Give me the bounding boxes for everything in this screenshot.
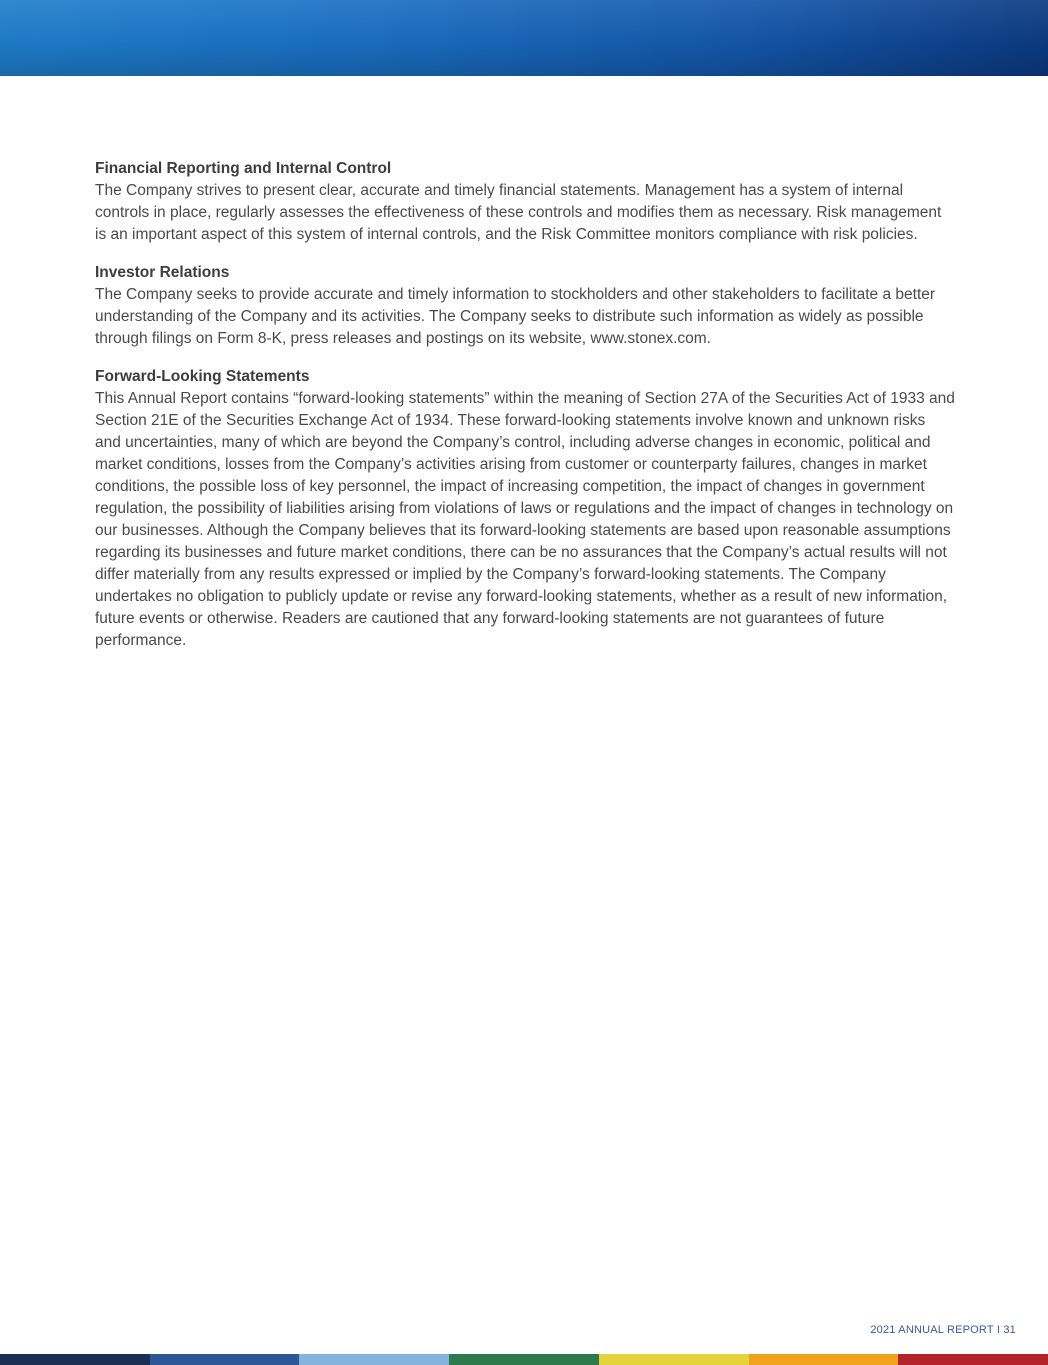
section-body: The Company seeks to provide accurate and timely information to stockholders and other stakeholders to facilitate a better understanding of the Company and its activities. The Company seeks to distribute such information as widely as possible through filings on Form 8-K, press releases and postings on its website, www.stonex.com.	[95, 286, 936, 347]
color-bar-segment	[749, 1354, 899, 1365]
section-heading: Financial Reporting and Internal Control	[95, 160, 392, 177]
color-bar-segment	[0, 1354, 150, 1365]
section-forward-looking	[95, 366, 955, 652]
section-heading: Investor Relations	[95, 264, 230, 281]
color-bar-segment	[599, 1354, 749, 1365]
section-investor-relations	[95, 262, 955, 350]
color-bar-segment	[449, 1354, 599, 1365]
section-heading: Forward-Looking Statements	[95, 368, 310, 385]
color-bar-segment	[150, 1354, 300, 1365]
section-body: The Company strives to present clear, accurate and timely financial statements. Management has a system of internal controls in place, regularly assesses the effectiveness of these controls and modifies them as necessary. Risk management is an important aspect of this system of internal controls, and the Risk Committee monitors compliance with risk policies.	[95, 182, 942, 243]
color-bar-segment	[898, 1354, 1048, 1365]
page-footer-label: 2021 ANNUAL REPORT I 31	[870, 1324, 1016, 1336]
section-financial-reporting	[95, 158, 955, 246]
color-bar-segment	[299, 1354, 449, 1365]
header-banner	[0, 0, 1048, 76]
footer-color-bar	[0, 1354, 1048, 1365]
page-content	[95, 158, 955, 668]
section-body: This Annual Report contains “forward-looking statements” within the meaning of Section 27A of the Securities Act of 1933 and Section 21E of the Securities Exchange Act of 1934. These forward-looking statements involve known and unknown risks and uncertainties, many of which are beyond the Company’s control, including adverse changes in economic, political and market conditions, losses from the Company’s activities arising from customer or counterparty failures, changes in market conditions, the possible loss of key personnel, the impact of increasing competition, the impact of changes in government regulation, the possibility of liabilities arising from violations of laws or regulations and the impact of changes in technology on our businesses. Although the Company believes that its forward-looking statements are based upon reasonable assumptions regarding its businesses and future market conditions, there can be no assurances that the Company’s actual results will not differ materially from any results expressed or implied by the Company’s forward-looking statements. The Company undertakes no obligation to publicly update or revise any forward-looking statements, whether as a result of new information, future events or otherwise. Readers are cautioned that any forward-looking statements are not guarantees of future performance.	[95, 390, 955, 649]
